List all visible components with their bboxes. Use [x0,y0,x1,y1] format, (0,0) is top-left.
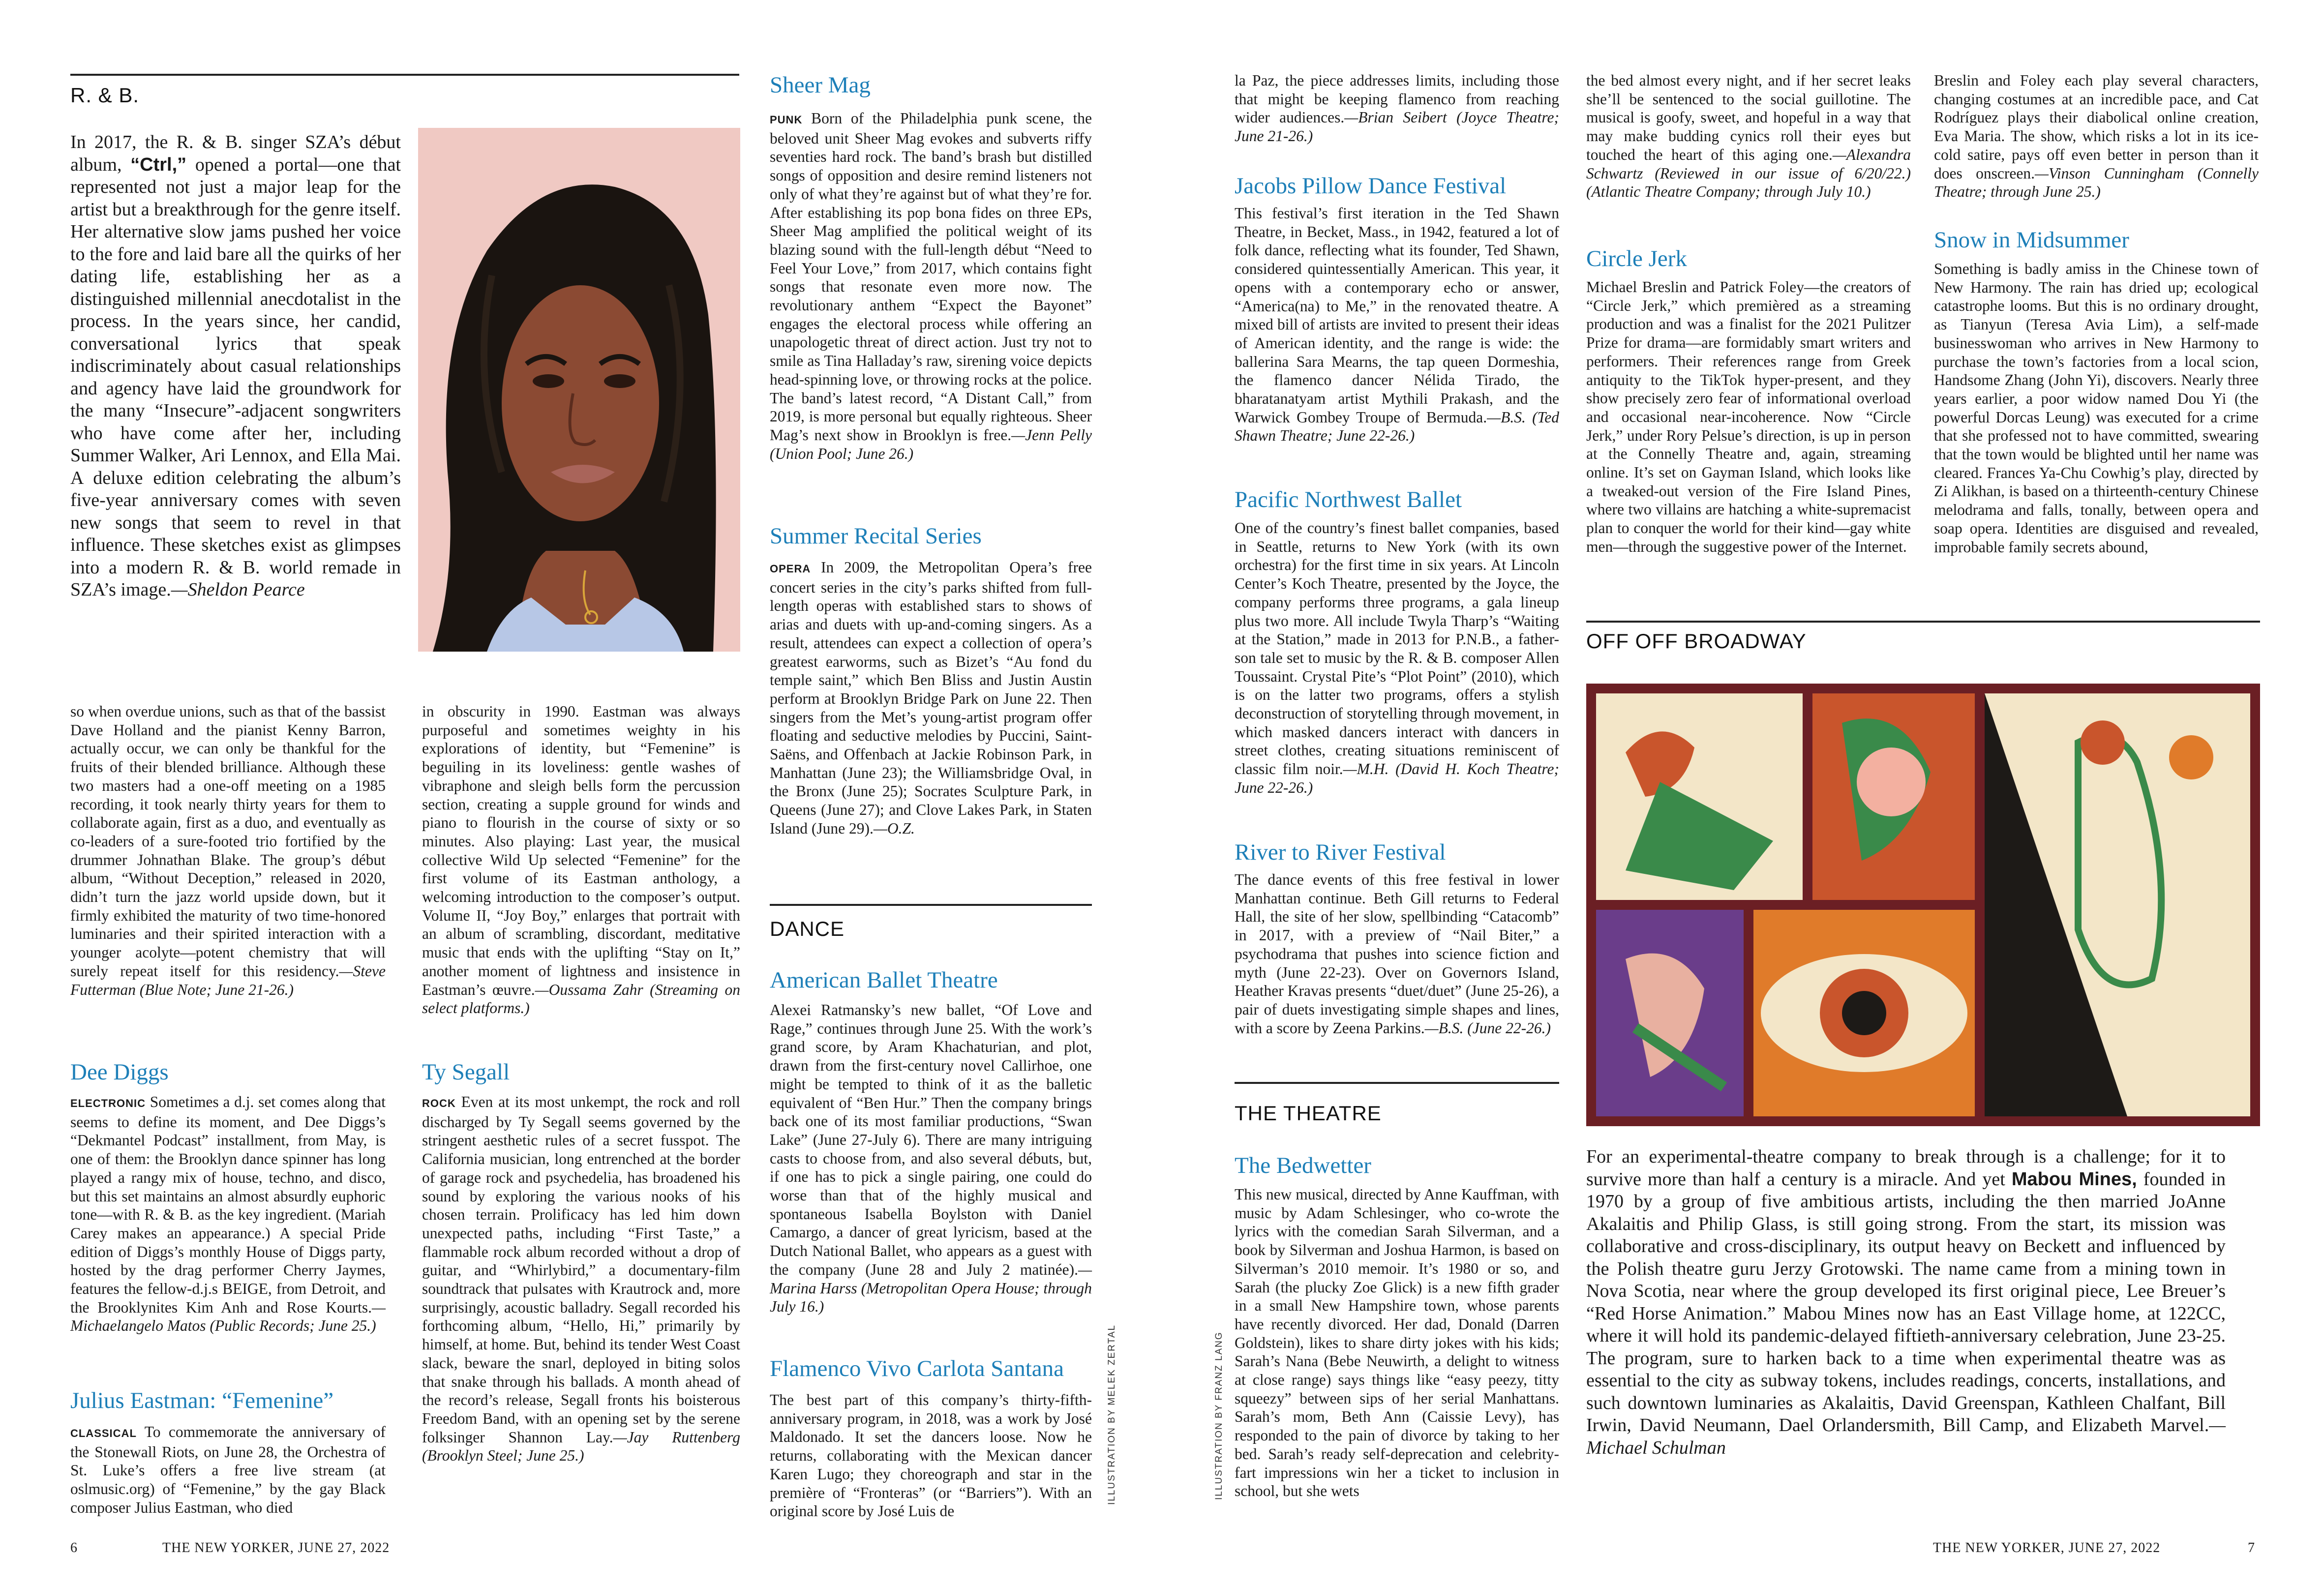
offoff-text-2: founded in 1970 by a group of five ambitious artists, including the then married JoAnne Akalaitis and Philip Glass, is still going strong. From the start, its mission was collaborative and cross-disciplinary, its output heavy on Beckett and influenced by the Polish theatre guru Jerzy Grotowski. The name came from a mining town in Nova Scotia, near where the group developed its first original piece, Lee Breuer’s “Red Horse Animation.” Mabou Mines now has an East Village home, at 122CC, where it will hold its pandemic-delayed fiftieth-anniversary celebration, June 23-25. The program, sure to harken back to a time when experimental theatre was as essential to the city as subway tokens, includes readings, concerts, installations, and such downtown luminaries as Akalaitis, David Greenspan, Kathleen Chalfant, Bill Irwin, David Neumann, Dael Orlandersmith, Bill Camp, and Elizabeth Marvel. [1586,1168,2226,1436]
heading-circle-jerk: Circle Jerk [1586,246,1687,271]
dee-credit: —Michaelangelo Matos (Public Records; June 25.) [70,1298,386,1335]
bedwetter-body: This new musical, directed by Anne Kauffman, with music by Adam Schlesinger, who co-wrote the lyrics with the comedian Sarah Silverman, and a book by Silverman and Joshua Harmon, is based on Silverman’s 2010 memoir. It’s 1980 or so, and Sarah (the plucky Zoe Glick) is a new fifth grader in a small New Hampshire town, whose parents have recently divorced. Her dad, Donald (Darren Goldstein), likes to share dirty jokes with his kids; Sarah’s Nana (Bebe Neuwirth, a delight to witness at close range) says things like “easy peezy, titty squeezy” between sips of her serial Manhattans. Sarah’s mom, Beth Ann (Caissie Levy), has responded to the pain of divorce by taking to her bed. Sarah’s ready self-deprecation and celebrity-fart impressions win her a ticket to inclusion in school, but she wets [1235,1186,1559,1500]
circle-cont-text: Breslin and Foley each play several characters, changing costumes at an incredible pace, and Cat Rodríguez plays their diabolical online creation, Eva Maria. The show, which risks a lot in its ice-cold satire, pays off even better in person than it does onscreen. [1934,72,2259,182]
flamenco-credit: —Brian Seibert (Joyce Theatre; June 21-26.) [1235,109,1559,145]
bedwetter-cont-text: the bed almost every night, and if her secret leaks she’ll be sentenced to the social guillotine. The musical is goofy, sweet, and hopeful in a way that may make budding cynics roll their eyes but touched the heart of this aging one. [1586,72,1911,163]
circle-text [1586,278,1911,556]
page-number-right: 7 [2248,1540,2255,1556]
pnb-body: One of the country’s finest ballet companies, based in Seattle, returns to New York (with its own orchestra) for the first time in six years. At Lincoln Center’s Koch Theatre, presented by the Joyce, the company performs three programs, a gala lineup plus two more. All include Twyla Tharp’s “Waiting at the Station,” made in 2013 for P.N.B., a father-son tale set to music by the R. & B. composer Allen Toussaint. Crystal Pite’s “Plot Point” (2010), which is on the latter two programs, offers a stylish deconstruction of storytelling through movement, in which masked dancers interact with dancers in street clothes, creating situations reminiscent of classic film noir. [1235,519,1559,778]
kicker-classical: CLASSICAL [70,1427,137,1439]
rnb-lead [70,131,401,601]
river-text [1235,870,1559,1037]
page-number-left: 6 [70,1540,78,1556]
segall-text [422,1093,740,1465]
eastman-text [70,1423,386,1517]
pillow-body: This festival’s first iteration in the Ted Shawn Theatre, in Becket, Mass., in 1942, featured a lot of folk dance, reflecting what its founder, Ted Shawn, considered quintessentially American. This year, it opens with a contemporary echo or answer, “America(na) to Me,” in the renovated theatre. A mixed bill of artists are invited to present their ideas of American identity, and the range is wide: the ballerina Sara Mearns, the tap queen Dormeshia, the flamenco dancer Nélida Tirado, the bharatanatyam artist Mythili Prakash, and the Warwick Gombey Troupe of Bermuda. [1235,205,1559,426]
pnb-text [1235,519,1559,797]
circle-body: Michael Breslin and Patrick Foley—the creators of “Circle Jerk,” which premièred as a streaming production and was a finalist for the 2021 Pulitzer Prize for drama—are formidably smart writers and performers. Their references range from Greek antiquity to the TikTok hyper-present, and they show precisely zero fear of informational overload and occasional near-incoherence. Now “Circle Jerk,” under Rory Pelsue’s direction, is up in person at the Connelly Theatre and, again, streaming online. It’s set on Gayman Island, which looks like a tweaked-out version of the Fire Island Pines, where two villains are hatching a white-supremacist plan to conquer the world for their kind—gay white men—through the suggestive power of the Internet. [1586,278,1911,555]
offoff-lead [1586,1146,2226,1459]
section-off-off-broadway: OFF OFF BROADWAY [1586,629,1807,653]
rnb-lead-text: In 2017, the R. & B. singer SZA’s début album, [70,132,401,175]
heading-river-to-river: River to River Festival [1235,839,1446,865]
heading-summer-recital: Summer Recital Series [770,523,982,549]
kicker-rock: ROCK [422,1097,456,1109]
heading-bedwetter: The Bedwetter [1235,1153,1371,1178]
rnb-album-title: “Ctrl,” [130,154,187,175]
abt-body: Alexei Ratmansky’s new ballet, “Of Love and Rage,” continues through June 25. With the work’s grand score, by Aram Khachaturian, and plot, drawn from the first-century novel Callirhoe, one might be tempted to think of it as the balletic equivalent of “Ben Hur.” Then the company brings back one of its most familiar productions, “Swan Lake” (June 27-July 6). There are many intriguing casts to choose from, and also several débuts, but, if one has to pick a single pairing, one could do worse than that of the highly musical and spontaneous Isabella Boylston with Daniel Camargo, a dancer of great lyricism, based at the Dutch National Ballet, who appears as a guest with the company (June 28 and July 2 matinée). [770,1001,1092,1278]
heading-jacobs-pillow: Jacobs Pillow Dance Festival [1235,173,1507,199]
river-body: The dance events of this free festival in lower Manhattan continue. Beth Gill returns to Federal Hall, the site of her slow, spellbinding “Catacomb” in 2017, with a preview of “Nail Biter,” a psychodrama that pushes into science fiction and myth (June 22-23). Over on Governors Island, Heather Kravas presents “duet/duet” (June 25-26), a pair of duets investigating simple shapes and lines, with a score by Zeena Parkins. [1235,871,1559,1037]
flamenco-continued [1235,71,1559,146]
bedwetter-continued [1586,71,1911,201]
snow-body: Something is badly amiss in the Chinese town of New Harmony. The rain has dried up; ecological catastrophe looms. But this is no ordinary drought, as Tianyun (Teresa Avia Lim), a self-made businesswoman who arrives in New Harmony to purchase the town’s factories from a local scion, Handsome Zhang (John Yi), discovers. Nearly three years earlier, a poor widow named Dou Yi (the powerful Dorcas Leung) was executed for a crime that she professed not to have committed, swearing that the town would be blighted until her name was cleared. Frances Ya-Chu Cowhig’s play, directed by Zi Alikhan, is based on a thirteenth-century Chinese melodrama and falls, tonally, between opera and soap opera. Identities are disguised and revealed, improbable family secrets abound, [1934,260,2259,556]
segall-body: Even at its most unkempt, the rock and roll discharged by Ty Segall seems governed by the stringent aesthetic rules of a secret fusspot. The California musician, long entrenched at the border of garage rock and psychedelia, has broadened his sound by exploring the various nooks of his chosen terrain. Prolificacy has led him down unexpected paths, including “First Taste,” a flammable rock album recorded without a drop of guitar, and “Whirlybird,” a documentary-film soundtrack that pulsates with Krautrock and, more surprisingly, acoustic balladry. Segall recorded his forthcoming album, “Hello, Hi,” primarily by himself, at home. But, behind its tender West Coast slack, beware the snarl, deployed in biting solos that snake through his ballads. A month ahead of the record’s release, Segall fronts his boisterous Freedom Band, with an opening set by the serene folksinger Shannon Lay. [422,1093,740,1446]
section-dance: DANCE [770,917,845,940]
theatre-rule [1235,1082,1559,1084]
recital-body: In 2009, the Metropolitan Opera’s free concert series in the city’s parks shifted from full-length operas with established stars to shows of arias and duets with up-and-coming singers. As a result, attendees can expect a collection of opera’s greatest earworms, such as Bizet’s “Au fond du temple saint,” which Ben Bliss and Justin Austin perform at Brooklyn Bridge Park on June 22. Then singers from the Met’s young-artist program offer floating and seductive melodies by Puccini, Saint-Saëns, and Offenbach at Jackie Robinson Park, in Manhattan (June 23); the Williamsbridge Oval, in the Bronx (June 25); Socrates Sculpture Park, in Queens (June 27); and Clove Lakes Park, in Staten Island (June 29). [770,559,1092,837]
circle-credit: —Vinson Cunningham (Connelly Theatre; through June 25.) [1934,164,2259,201]
recital-credit: —O.Z. [873,819,915,837]
folio-left: THE NEW YORKER, JUNE 27, 2022 [162,1540,390,1556]
pillow-text [1235,204,1559,445]
heading-abt: American Ballet Theatre [770,967,998,993]
dance-rule [770,904,1092,906]
heading-snow-in-midsummer: Snow in Midsummer [1934,227,2129,253]
eastman-continued [422,702,740,1017]
folio-right: THE NEW YORKER, JUNE 27, 2022 [1933,1540,2161,1556]
heading-julius-eastman: Julius Eastman: “Femenine” [70,1388,334,1413]
rnb-lead-text-2: opened a portal—one that represented not just a major leap for the artist but a breakthrough for the genre itself. Her alternative slow jams pushed her voice to the fore and laid bare all the quirks of her dating life, establishing her as a distinguished millennial anecdotalist in the process. In the years since, her candid, conversational lyrics that speak indiscriminately about casual relationships and agency have laid the groundwork for the many “Insecure”-adjacent songwriters who have come after her, including Summer Walker, Ari Lennox, and Ella Mai. A deluxe edition celebrating the album’s five-year anniversary comes with seven new songs that seem to revel in that influence. These sketches exist as glimpses into a modern R. & B. world remade in SZA’s image. [70,154,401,600]
heading-ty-segall: Ty Segall [422,1059,510,1085]
sheer-mag-text [770,109,1092,463]
jazz-credit: —Steve Futterman (Blue Note; June 21-26.) [70,962,386,998]
heading-pacific-northwest: Pacific Northwest Ballet [1235,487,1462,512]
bedwetter-text [1235,1185,1559,1500]
mabou-mines-illustration [1586,684,2260,1126]
sza-illustration [418,128,740,652]
eastman-cont-text: in obscurity in 1990. Eastman was always purposeful and sometimes weighty in his explorations of identity, but “Femenine” is beguiling in its loveliness: gentle washes of vibraphone and sleigh bells form the percussion section, creating a supple ground for winds and piano to flourish in the course of sixty or so minutes. Also playing: Last year, the musical collective Wild Up selected “Femenine” for the first volume of its Eastman anthology, a welcoming introduction to the composer’s output. Volume II, “Joy Boy,” enlarges that portrait with an album of scrambling, discordant, meditative music that ends with the uplifting “Stay on It,” another moment of lightness and insistence in Eastman’s œuvre. [422,703,740,998]
jazz-continued [70,702,386,999]
rnb-credit: —Sheldon Pearce [171,579,305,600]
offoff-rule [1586,621,2260,623]
flamenco-body: The best part of this company’s thirty-fifth-anniversary program, in 2018, was a work by José Maldonado. It set the dancers loose. Now he returns, collaborating with the Mexican dancer Karen Lugo; they choreograph and star in the première of “Fronteras” (or “Barriers”). With an original score by José Luis de [770,1391,1092,1520]
segall-credit: —Jay Ruttenberg (Brooklyn Steel; June 25.) [422,1428,740,1465]
dee-diggs-text [70,1093,386,1335]
jazz-text: so when overdue unions, such as that of the bassist Dave Holland and the pianist Kenny Barron, actually occur, we can only be thankful for the fruits of their blended brilliance. Although these two masters had a one-off meeting on a 1985 recording, it took nearly thirty years for them to collaborate again, first as a duo, and eventually as co-leaders of a sure-footed trio fortified by the drummer Johnathan Blake. The group’s début album, “Without Deception,” released in 2020, didn’t turn the jazz world upside down, but it firmly exhibited the maturity of two time-honored luminaries and their spirited interaction with a younger acolyte—potent chemistry that will surely repeat itself for this residency. [70,703,386,980]
section-theatre: THE THEATRE [1235,1102,1382,1125]
heading-sheer-mag: Sheer Mag [770,72,871,98]
sheer-credit: —Jenn Pelly (Union Pool; June 26.) [770,426,1092,462]
kicker-opera: OPERA [770,563,811,575]
kicker-electronic: ELECTRONIC [70,1097,146,1109]
eastman-body: To commemorate the anniversary of the Stonewall Riots, on June 28, the Orchestra of St. Luke’s offers a free live stream (at oslmusic.org) of “Femenine,” by the gay Black composer Julius Eastman, who died [70,1423,386,1516]
circle-continued [1934,71,2259,201]
abt-text [770,1001,1092,1316]
dee-body: Sometimes a d.j. set comes along that seems to define its moment, and Dee Diggs’s “Dekmantel Podcast” installment, from May, is one of them: the Brooklyn dance spinner has long played a rangy mix of house, techno, and disco, but this set maintains an almost absurdly euphoric tone—with R. & B. as the key ingredient. (Mariah Carey makes an appearance.) A special Pride edition of Diggs’s monthly House of Diggs party, hosted by the drag performer Cherry Jaymes, features the fellow-d.j.s BEIGE, from Detroit, and the Brooklynites Kim Anh and Rose Kourts. [70,1093,386,1316]
offoff-text: For an experimental-theatre company to break through is a challenge; for it to survive more than half a century is a miracle. And yet [1586,1146,2226,1190]
offoff-credit: —Michael Schulman [1586,1415,2226,1458]
eastman-credit: —Oussama Zahr (Streaming on select platforms.) [422,981,740,1017]
pillow-credit: —B.S. (Ted Shawn Theatre; June 22-26.) [1235,408,1559,445]
pnb-credit: —M.H. (David H. Koch Theatre; June 22-26.) [1235,760,1559,796]
illustration-credit-right: ILLUSTRATION BY FRANZ LANG [1214,1331,1224,1500]
illustration-credit-left: ILLUSTRATION BY MELEK ZERTAL [1107,1324,1117,1505]
bedwetter-credit: —Alexandra Schwartz (Reviewed in our issue of 6/20/22.) (Atlantic Theatre Company; through July 10.) [1586,146,1911,201]
heading-dee-diggs: Dee Diggs [70,1059,169,1085]
top-rule [70,74,739,76]
snow-text [1934,260,2259,556]
section-rnb: R. & B. [70,84,140,107]
sheer-body: Born of the Philadelphia punk scene, the beloved unit Sheer Mag evokes and subverts riffy seventies hard rock. The band’s brash but distilled songs of opposition and desire remind listeners not only of what they’re against but of what they’re for. After establishing its pop bona fides on three EPs, Sheer Mag amplified the political weight of its blazing sound with the full-length début “Need to Feel Your Love,” from 2017, which contains fight songs that resonate even more now. The revolutionary anthem “Expect the Bayonet” engages the electoral process while offering an unapologetic threat of direct action. Just try not to smile as Tina Halladay’s raw, sirening voice depicts head-spinning love, or throwing rocks at the police. The band’s latest record, “A Distant Call,” from 2019, is more personal but equally righteous. Sheer Mag’s next show in Brooklyn is free. [770,110,1092,444]
recital-text [770,558,1092,838]
flamenco-cont-text: la Paz, the piece addresses limits, including those that might be keeping flamenco from reaching wider audiences. [1235,72,1559,126]
heading-flamenco: Flamenco Vivo Carlota Santana [770,1356,1064,1381]
river-credit: —B.S. (June 22-26.) [1424,1019,1551,1037]
abt-credit: —Marina Harss (Metropolitan Opera House; through July 16.) [770,1260,1092,1316]
kicker-punk: PUNK [770,114,803,126]
flamenco-text [770,1391,1092,1521]
mabou-mines-name: Mabou Mines, [2011,1168,2137,1190]
